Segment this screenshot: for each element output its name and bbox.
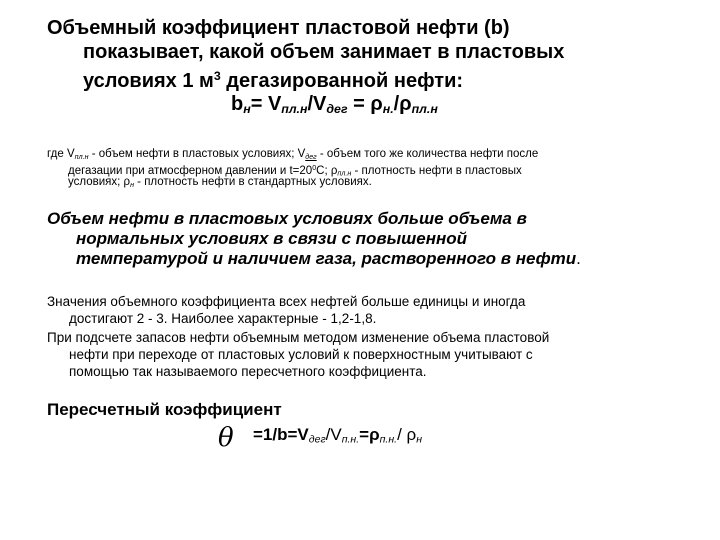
legend-2b: С; ρ <box>316 164 338 177</box>
formula-r2-sub: пл.н <box>411 102 438 117</box>
emphasis-line-3-text: температурой и наличием газа, растворенного в нефти <box>76 249 577 268</box>
formula-eq-rho: = ρ <box>347 93 383 115</box>
legend-line-3 <box>68 175 372 192</box>
formula-slash-rho: /ρ <box>393 93 412 115</box>
para2-line-3: помощью так называемого пересчетного коэффициента. <box>69 364 427 379</box>
legend-3b: - плотность нефти в стандартных условиях. <box>133 176 372 188</box>
formula-v2-sub: дег <box>326 102 348 117</box>
legend-3a: условиях; ρ <box>68 176 131 188</box>
recalc-formula <box>253 425 422 446</box>
recalc-f-c: =ρ <box>359 425 380 444</box>
legend-3a-sub: н <box>130 180 134 189</box>
title-line-3-text: условиях 1 м <box>83 69 214 92</box>
para1-line-2: достигают 2 - 3. Наиболее характерные - 1,2-1,8. <box>69 311 377 326</box>
para1-line-1: Значения объемного коэффициента всех нефтей больше единицы и иногда <box>47 294 526 309</box>
emphasis-line-3-period: . <box>576 249 581 268</box>
title-line-1: Объемный коэффициент пластовой нефти (b) <box>47 17 510 39</box>
legend-1c: - объем того же количества нефти после <box>316 148 539 160</box>
title-line-3-tail: дегазированной нефти: <box>220 69 464 92</box>
recalc-f-b: /V <box>325 425 342 444</box>
emphasis-line-3 <box>76 249 581 269</box>
formula-r1-sub: н. <box>382 102 394 117</box>
recalc-f-d-sub: н <box>416 433 422 446</box>
legend-1a-sub: пл.н <box>74 152 89 161</box>
legend-2b-sub: пл.н <box>337 169 352 178</box>
recalc-f-a-sub: дег <box>308 433 326 446</box>
legend-2c: - плотность нефти в пластовых <box>351 164 522 177</box>
formula-b: b <box>231 93 244 115</box>
legend-2a: дегазации при атмосферном давлении и t=20 <box>68 164 313 177</box>
recalc-f-d: / ρ <box>397 425 417 444</box>
legend-1b: - объем нефти в пластовых условиях; V <box>88 148 306 160</box>
cubic-superscript: 3 <box>213 69 221 83</box>
formula-slash-v: /V <box>307 93 327 115</box>
emphasis-line-1: Объем нефти в пластовых условиях больше объема в <box>47 209 527 228</box>
title-line-3 <box>83 64 463 93</box>
title-line-2: показывает, какой объем занимает в пластовых <box>83 41 565 63</box>
formula-volume-coefficient <box>231 93 438 116</box>
degree-superscript: 0 <box>312 164 317 172</box>
para2-line-1: При подсчете запасов нефти объемным методом изменение объема пластовой <box>47 330 550 345</box>
theta-symbol: θ <box>218 423 234 453</box>
recalc-heading: Пересчетный коэффициент <box>47 400 282 419</box>
formula-b-sub: н <box>243 102 251 117</box>
legend-1a: где V <box>47 148 75 160</box>
formula-eq-v: = V <box>250 93 282 115</box>
recalc-f-b-sub: п.н. <box>341 433 360 446</box>
emphasis-line-2: нормальных условиях в связи с повышенной <box>76 229 468 248</box>
legend-1b-sub: дег <box>305 152 317 161</box>
recalc-f-c-sub: п.н. <box>379 433 398 446</box>
formula-v1-sub: пл.н <box>281 102 308 117</box>
recalc-f-a: =1/b=V <box>253 425 309 444</box>
para2-line-2: нефти при переходе от пластовых условий к поверхностным учитывают с <box>69 347 533 362</box>
